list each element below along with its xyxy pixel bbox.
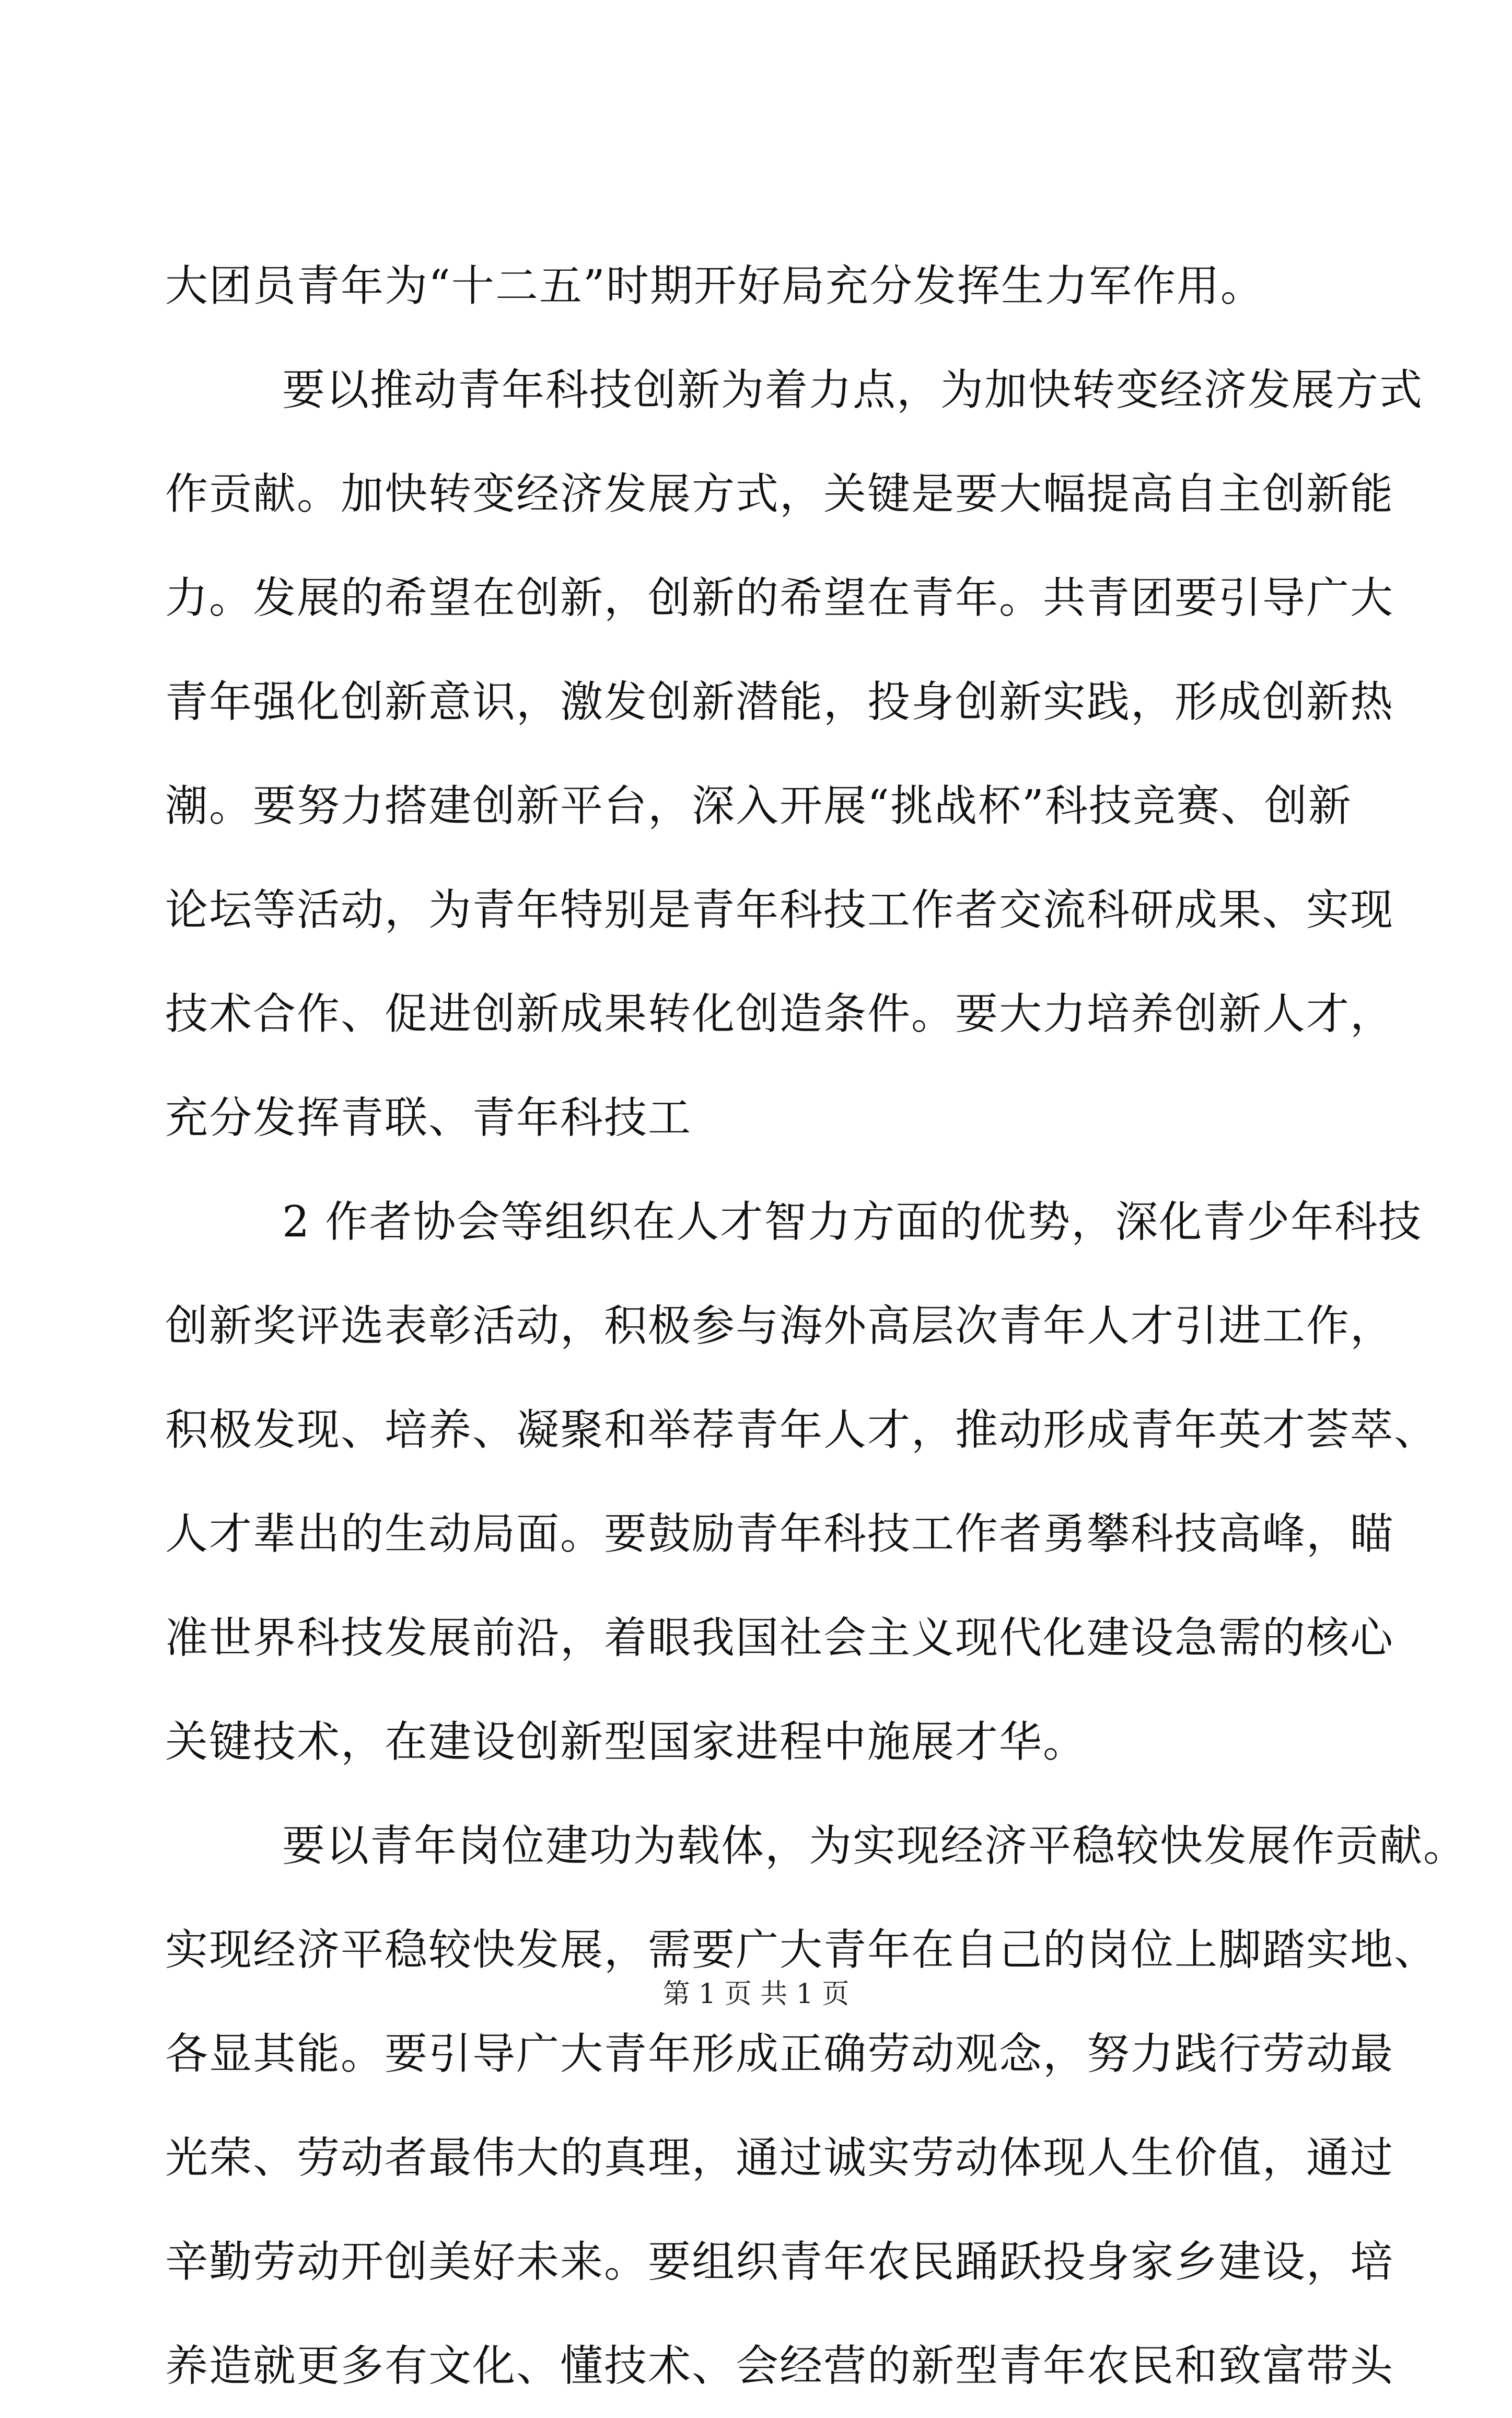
text-line: 创新奖评选表彰活动，积极参与海外高层次青年人才引进工作， xyxy=(165,1301,1394,1351)
text-line: 作贡献。加快转变经济发展方式，关键是要大幅提高自主创新能 xyxy=(165,469,1394,519)
text-line: 充分发挥青联、青年科技工 xyxy=(165,1093,692,1143)
text-line: 人才辈出的生动局面。要鼓励青年科技工作者勇攀科技高峰，瞄 xyxy=(165,1509,1394,1559)
text-line: 光荣、劳动者最伟大的真理，通过诚实劳动体现人生价值，通过 xyxy=(165,2133,1394,2183)
text-line: 积极发现、培养、凝聚和举荐青年人才，推动形成青年英才荟萃、 xyxy=(165,1405,1438,1455)
text-line: 大团员青年为“十二五”时期开好局充分发挥生力军作用。 xyxy=(165,261,1264,311)
text-line: 2 作者协会等组织在人才智力方面的优势，深化青少年科技 xyxy=(282,1197,1423,1247)
text-line: 论坛等活动，为青年特别是青年科技工作者交流科研成果、实现 xyxy=(165,885,1394,935)
text-line: 技术合作、促进创新成果转化创造条件。要大力培养创新人才， xyxy=(165,989,1394,1039)
text-line: 潮。要努力搭建创新平台，深入开展“挑战杯”科技竞赛、创新 xyxy=(165,781,1352,831)
text-line: 养造就更多有文化、懂技术、会经营的新型青年农民和致富带头 xyxy=(165,2341,1394,2391)
text-line: 辛勤劳动开创美好未来。要组织青年农民踊跃投身家乡建设，培 xyxy=(165,2237,1394,2287)
text-line: 准世界科技发展前沿，着眼我国社会主义现代化建设急需的核心 xyxy=(165,1613,1394,1663)
text-line: 实现经济平稳较快发展，需要广大青年在自己的岗位上脚踏实地、 xyxy=(165,1925,1438,1975)
text-line: 要以推动青年科技创新为着力点，为加快转变经济发展方式 xyxy=(282,365,1424,415)
text-line: 力。发展的希望在创新，创新的希望在青年。共青团要引导广大 xyxy=(165,573,1394,623)
text-line: 各显其能。要引导广大青年形成正确劳动观念，努力践行劳动最 xyxy=(165,2029,1394,2079)
text-line: 要以青年岗位建功为载体，为实现经济平稳较快发展作贡献。 xyxy=(282,1821,1468,1871)
page-number-footer: 第 1 页 共 1 页 xyxy=(662,1979,850,2010)
body-text xyxy=(165,234,1468,2418)
text-line: 青年强化创新意识，激发创新潜能，投身创新实践，形成创新热 xyxy=(165,677,1394,727)
text-line: 关键技术，在建设创新型国家进程中施展才华。 xyxy=(165,1717,1087,1767)
